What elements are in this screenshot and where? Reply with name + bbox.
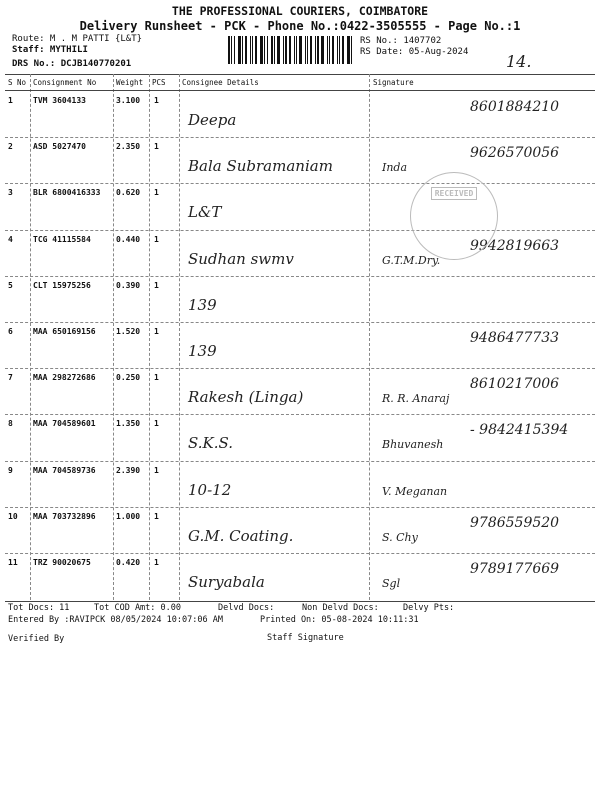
handwritten-count: 14. — [506, 52, 532, 71]
printed-on: Printed On: 05-08-2024 10:11:31 — [260, 615, 419, 625]
row-sno: 4 — [8, 234, 13, 244]
page-subtitle: Delivery Runsheet - PCK - Phone No.:0422-3505555 - Page No.:1 — [79, 19, 521, 33]
row-consignee: 139 — [188, 295, 217, 314]
row-phone: 9486477733 — [470, 330, 560, 346]
row-signature: G.T.M.Dry. — [382, 253, 441, 267]
col-weight: Weight — [116, 78, 144, 87]
row-pcs: 1 — [154, 188, 159, 198]
row-weight: 1.000 — [116, 511, 141, 521]
row-weight: 1.350 — [116, 419, 141, 429]
row-consignee: 10-12 — [188, 480, 232, 499]
row-sno: 1 — [8, 96, 13, 105]
row-pcs: 1 — [154, 280, 159, 290]
row-signature: V. Meganan — [382, 484, 448, 498]
route-label: Route: M . M PATTI {L&T} — [12, 34, 143, 44]
row-consignment-no: MAA 650169156 — [33, 327, 96, 336]
row-signature: Inda — [382, 161, 408, 175]
received-stamp: RECEIVED — [410, 172, 498, 260]
row-consignment-no: TRZ 90020675 — [33, 558, 91, 567]
row-sno: 10 — [8, 511, 18, 521]
row-consignee: G.M. Coating. — [188, 526, 294, 545]
page-title: THE PROFESSIONAL COURIERS, COIMBATORE — [171, 4, 429, 18]
row-pcs: 1 — [154, 373, 159, 383]
row-phone: 9626570056 — [470, 145, 560, 162]
barcode — [228, 36, 352, 64]
total-docs: Tot Docs: 11 — [8, 603, 70, 613]
row-consignee: Deepa — [188, 111, 237, 129]
row-phone: 9786559520 — [470, 514, 560, 531]
col-consignment: Consignment No — [33, 78, 97, 87]
row-weight: 2.390 — [116, 465, 141, 475]
row-signature: R. R. Anaraj — [382, 392, 450, 406]
col-pcs: PCS — [152, 78, 166, 87]
staff-label: Staff: MYTHILI — [12, 45, 88, 55]
rs-number: RS No.: 1407702 — [360, 36, 442, 46]
row-weight: 0.390 — [116, 280, 141, 290]
col-sno: S No — [8, 78, 27, 87]
row-weight: 0.620 — [116, 188, 141, 198]
row-signature: Sgl — [382, 577, 401, 590]
col-signature: Signature — [373, 78, 414, 87]
row-weight: 0.250 — [116, 373, 141, 383]
row-consignment-no: TCG 41115584 — [33, 234, 91, 244]
row-consignment-no: MAA 298272686 — [33, 373, 96, 383]
row-consignment-no: TVM 3604133 — [33, 96, 86, 105]
row-pcs: 1 — [154, 142, 159, 152]
row-consignment-no: BLR 6800416333 — [33, 188, 101, 198]
row-consignee: Rakesh (Linga) — [188, 388, 304, 407]
row-sno: 5 — [8, 280, 13, 290]
row-signature: S. Chy — [382, 530, 418, 544]
row-signature: Bhuvanesh — [382, 438, 444, 452]
row-sno: 2 — [8, 142, 13, 152]
entered-by: Entered By :RAVIPCK 08/05/2024 10:07:06 AM — [8, 615, 223, 625]
row-pcs: 1 — [154, 465, 159, 475]
row-consignee: L&T — [188, 203, 222, 222]
row-phone: 9789177669 — [470, 561, 560, 577]
row-consignee: S.K.S. — [188, 434, 233, 453]
row-weight: 1.520 — [116, 327, 141, 336]
row-pcs: 1 — [154, 558, 159, 567]
row-consignee: Sudhan swmv — [188, 249, 294, 268]
row-consignment-no: ASD 5027470 — [33, 142, 86, 152]
row-sno: 8 — [8, 419, 13, 429]
row-consignment-no: MAA 704589736 — [33, 465, 96, 475]
delivery-points: Delvy Pts: — [403, 603, 455, 613]
row-weight: 3.100 — [116, 96, 141, 105]
row-pcs: 1 — [154, 327, 159, 336]
staff-signature-label: Staff Signature — [267, 633, 344, 643]
row-phone: - 9842415394 — [470, 422, 569, 439]
row-consignment-no: CLT 15975256 — [33, 280, 91, 290]
row-phone: 8610217006 — [470, 376, 560, 393]
row-phone: 9942819663 — [470, 237, 560, 254]
row-phone: 8601884210 — [470, 99, 560, 115]
row-weight: 0.420 — [116, 558, 141, 567]
row-consignment-no: MAA 704589601 — [33, 419, 96, 429]
drs-number: DRS No.: DCJB140770201 — [12, 59, 132, 69]
row-sno: 11 — [8, 558, 18, 567]
row-weight: 0.440 — [116, 234, 141, 244]
row-sno: 9 — [8, 465, 13, 475]
row-pcs: 1 — [154, 234, 159, 244]
row-sno: 6 — [8, 327, 13, 336]
row-pcs: 1 — [154, 96, 159, 105]
row-consignee: 139 — [188, 342, 217, 360]
row-sno: 7 — [8, 373, 13, 383]
row-sno: 3 — [8, 188, 13, 198]
row-consignment-no: MAA 703732896 — [33, 511, 96, 521]
delivered-docs: Delvd Docs: — [218, 603, 275, 613]
row-pcs: 1 — [154, 419, 159, 429]
row-weight: 2.350 — [116, 142, 141, 152]
row-consignee: Suryabala — [188, 573, 265, 591]
rs-date: RS Date: 05-Aug-2024 — [360, 47, 469, 57]
verified-by-label: Verified By — [8, 634, 65, 644]
total-cod: Tot COD Amt: 0.00 — [94, 603, 181, 613]
row-consignee: Bala Subramaniam — [188, 157, 333, 176]
col-consignee: Consignee Details — [182, 78, 259, 87]
non-delivered-docs: Non Delvd Docs: — [302, 603, 379, 613]
row-pcs: 1 — [154, 511, 159, 521]
